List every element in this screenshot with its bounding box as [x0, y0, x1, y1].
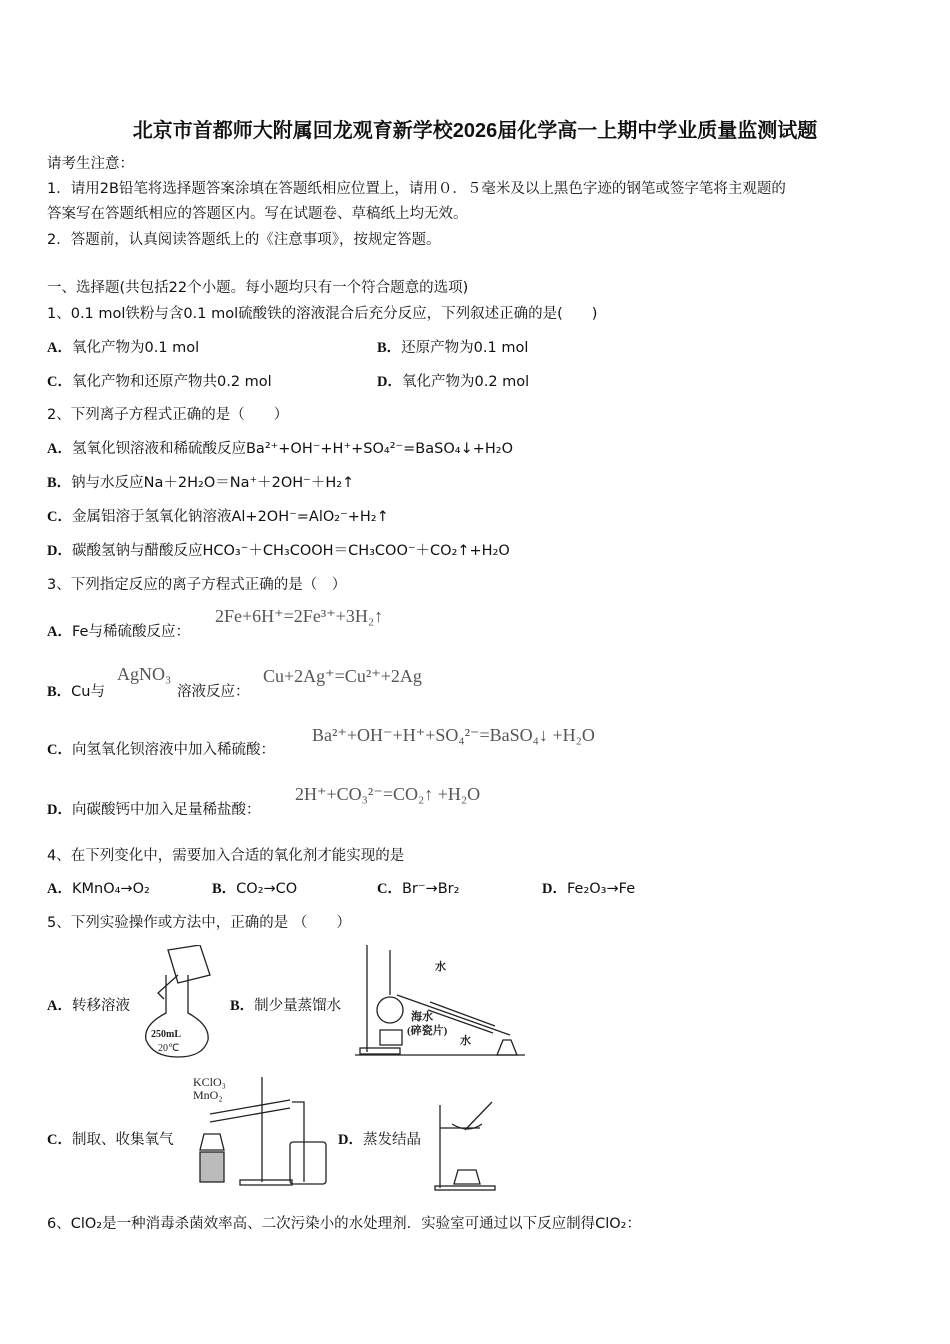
svg-text:250mL: 250mL — [151, 1029, 181, 1040]
svg-text:海水: 海水 — [411, 1011, 433, 1023]
question-stem: 5、下列实验操作或方法中，正确的是 （ ） — [47, 915, 351, 931]
option-d: D．向碳酸钙中加入足量稀盐酸： — [47, 802, 261, 818]
section-heading: 一、选择题(共包括22个小题。每小题均只有一个符合题意的选项) — [47, 280, 469, 296]
svg-text:MnO₂: MnO₂ — [193, 1088, 223, 1102]
option-a: A．氧化产物为0.1 mol — [47, 340, 200, 356]
option-c: C．Br⁻→Br₂ — [377, 881, 460, 897]
option-c: C．制取、收集氧气 — [47, 1132, 174, 1148]
notice-heading: 请考生注意： — [47, 156, 134, 172]
option-d: D．碳酸氢钠与醋酸反应HCO₃⁻＋CH₃COOH＝CH₃COO⁻＋CO₂↑+H₂O — [47, 543, 510, 559]
question-stem: 2、下列离子方程式正确的是（ ） — [47, 407, 289, 423]
option-b: B．Cu与 — [47, 684, 105, 700]
notice-line: 答案写在答题纸相应的答题区内。写在试题卷、草稿纸上均无效。 — [47, 206, 468, 222]
formula: 2H⁺+CO₃²⁻=CO₂↑ +H₂O — [295, 784, 481, 804]
option-b: B．CO₂→CO — [212, 881, 298, 897]
notice-line: 1．请用2B铅笔将选择题答案涂填在答题纸相应位置上，请用０．５毫米及以上黑色字迹的钢笔或签字笔将主观题的 — [47, 181, 786, 197]
question-stem: 4、在下列变化中，需要加入合适的氧化剂才能实现的是 — [47, 848, 405, 864]
question-stem: 1、0.1 mol铁粉与含0.1 mol硫酸铁的溶液混合后充分反应，下列叙述正确的是( ) — [47, 306, 598, 322]
option-b: B．制少量蒸馏水 — [230, 998, 342, 1014]
option-c: C．金属铝溶于氢氧化钠溶液Al+2OH⁻=AlO₂⁻+H₂↑ — [47, 509, 389, 525]
option-b: B．还原产物为0.1 mol — [377, 340, 529, 356]
volumetric-flask-figure — [138, 945, 218, 1060]
page-title: 北京市首都师大附属回龙观育新学校2026届化学高一上期中学业质量监测试题 — [132, 120, 818, 142]
svg-text:20℃: 20℃ — [158, 1043, 180, 1054]
evaporation-figure — [430, 1100, 500, 1192]
svg-text:(碎瓷片): (碎瓷片) — [407, 1025, 448, 1037]
option-text: 溶液反应： — [177, 684, 250, 700]
formula: 2Fe+6H⁺=2Fe³⁺+3H₂↑ — [215, 606, 384, 626]
option-a: A．氢氧化钡溶液和稀硫酸反应Ba²⁺+OH⁻+H⁺+SO₄²⁻=BaSO₄↓+H₂O — [47, 441, 513, 457]
option-a: A．转移溶液 — [47, 998, 130, 1014]
option-d: D．氧化产物为0.2 mol — [377, 374, 530, 390]
option-a: A．Fe与稀硫酸反应： — [47, 624, 190, 640]
notice-line: 2．答题前，认真阅读答题纸上的《注意事项》，按规定答题。 — [47, 232, 441, 248]
option-c: C．氧化产物和还原产物共0.2 mol — [47, 374, 272, 390]
oxygen-apparatus-figure — [190, 1072, 330, 1192]
question-stem: 6、ClO₂是一种消毒杀菌效率高、二次污染小的水处理剂．实验室可通过以下反应制得ClO₂： — [47, 1216, 641, 1232]
formula: AgNO₃ — [117, 664, 172, 684]
svg-text:水: 水 — [435, 961, 446, 973]
question-stem: 3、下列指定反应的离子方程式正确的是（ ） — [47, 577, 347, 593]
option-b: B．钠与水反应Na＋2H₂O＝Na⁺＋2OH⁻＋H₂↑ — [47, 475, 355, 491]
option-c: C．向氢氧化钡溶液中加入稀硫酸： — [47, 742, 275, 758]
distillation-figure — [355, 940, 525, 1060]
option-d: D．Fe₂O₃→Fe — [542, 881, 636, 897]
option-a: A．KMnO₄→O₂ — [47, 881, 150, 897]
svg-text:水: 水 — [460, 1035, 471, 1047]
formula: Cu+2Ag⁺=Cu²⁺+2Ag — [263, 666, 422, 686]
formula: Ba²⁺+OH⁻+H⁺+SO₄²⁻=BaSO₄↓ +H₂O — [312, 725, 595, 745]
option-d: D．蒸发结晶 — [338, 1132, 421, 1148]
svg-text:KClO₃: KClO₃ — [193, 1075, 226, 1089]
